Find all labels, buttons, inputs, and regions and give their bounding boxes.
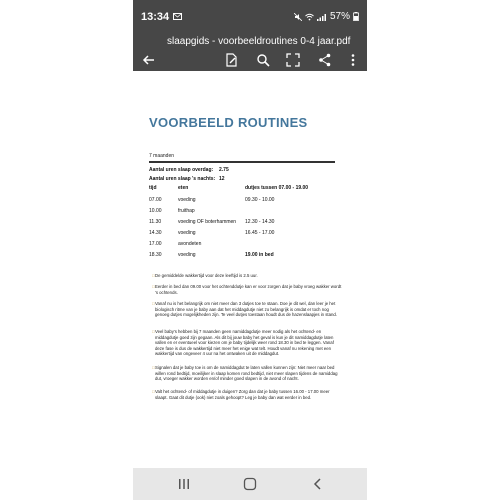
list-item: □ De gemiddelde wakkertijd voor deze leeftijd is 2.5 uur. bbox=[152, 273, 258, 278]
signal-icon bbox=[317, 13, 327, 21]
back-icon[interactable] bbox=[311, 477, 325, 491]
summary-day: Aantal uren slaap overdag: 2.75 bbox=[149, 167, 229, 173]
list-item: □ Eerder in bed dan 09.00 voor het ochtenddutje kan er voor zorgen dat je baby vroeg wakker wordt 's ochtends. bbox=[152, 284, 342, 295]
list-item: □ Signalen dat je baby toe is om de namiddagdut te laten vallen kunnen zijn: Niet meer naar bed willen rond bedtijd, moeilijker in slaap komen rond bedtijd, niet meer slapen tijdens de namiddag dut, vroeger wakker worden en/of minder goed slapen in de avond of nacht. bbox=[152, 365, 338, 381]
summary-night: Aantal uren slaap 's nachts: 12 bbox=[149, 176, 225, 182]
pdf-page[interactable]: VOORBEELD ROUTINES 7 maanden Aantal uren slaap overdag: 2.75 Aantal uren slaap 's nachts: 12 tijd eten dutjes tussen 07.00 - 19.00 07.00 voeding 09.30 - 10.00 10.00 fruithap 11.30 voeding OF boterhammen 12.30 - 14.30 14.30 voeding 16.45 - 17.00 17.00 avondeten 18.30 voeding 19.00 in bed □ De gemiddelde wakkertijd voor deze leeftijd is 2.5 uur. □ Eerder in bed dan 09.00 voor het ochtenddutje kan er voor zorgen dat je baby vroeg wakker wordt 's ochtends. □ Vanaf nu is het belangrijk om niet meer dan 3 dutjes toe te staan. Doe je dit wel, dan leer je het biologisch ritme van je baby aan dat het middagdutje niet zo belangrijk is omdat er toch nog genoeg dutjes mogelijkheden zijn. Te veel dutjes toestaan houdt dus de hazenslaapjes in stand. □ Veel baby's hebben bij 7 maanden geen namiddagdutje meer nodig als het ochtend- en middagdutje goed zijn gegaan. Als dit bij jouw baby het geval is kun je dit namiddagdutje laten vallen en er eventueel voor kiezen om je baby tijdelijk weer rond 18.30 in bed te leggen. Vanaf deze fase is dus de wakkertijd niet meer het enige wat telt. Houdt vanaf nu rekening met een wakkertijd van ongeveer 4 uur na het ontwaken uit de middagdut. □ Signalen dat je baby toe is om de namiddagdut te laten vallen kunnen zijn: Niet meer naar bed willen rond bedtijd, moeilijker in slaap komen rond bedtijd, niet meer slapen tijdens de namiddag dut, vroeger wakker worden en/of minder goed slapen in de avond of nacht. □ Valt het ochtend- of middagdutje in duigen? Zorg dan dat je baby tussen 16.00 - 17.00 meer slaapt. Gaat dit dutje (ook) niet zoals gehoopt? Leg je baby dan wat eerder in bed. bbox=[133, 71, 367, 468]
back-arrow-icon[interactable] bbox=[141, 52, 157, 68]
document-title: slaapgids - voorbeeldroutines 0-4 jaar.pdf bbox=[133, 33, 367, 50]
page-heading: VOORBEELD ROUTINES bbox=[149, 115, 308, 130]
home-icon[interactable] bbox=[243, 477, 257, 491]
left-margin bbox=[0, 0, 133, 500]
list-item: □ Valt het ochtend- of middagdutje in duigen? Zorg dan dat je baby tussen 16.00 - 17.00 meer slaapt. Gaat dit dutje (ook) niet zoals gehoopt? Leg je baby dan wat eerder in bed. bbox=[152, 389, 330, 400]
notification-icon bbox=[173, 13, 182, 20]
toolbar bbox=[133, 50, 367, 71]
list-item: □ Veel baby's hebben bij 7 maanden geen namiddagdutje meer nodig als het ochtend- en middagdutje goed zijn gegaan. Als dit bij jouw baby het geval is kun je dit namiddagdutje laten vallen en er eventueel voor kiezen om je baby tijdelijk weer rond 18.30 in bed te leggen. Vanaf deze fase is dus de wakkertijd niet meer het enige wat telt. Houdt vanaf nu rekening met een wakkertijd van ongeveer 4 uur na het ontwaken uit de middagdut. bbox=[152, 329, 334, 356]
share-icon[interactable] bbox=[317, 52, 333, 68]
edit-document-icon[interactable] bbox=[224, 52, 240, 68]
phone-screen bbox=[133, 0, 367, 500]
mute-icon bbox=[294, 13, 302, 21]
divider bbox=[149, 161, 335, 163]
recent-apps-icon[interactable] bbox=[177, 477, 191, 491]
navigation-bar bbox=[133, 468, 367, 500]
more-options-icon[interactable] bbox=[345, 52, 361, 68]
list-item: □ Vanaf nu is het belangrijk om niet meer dan 3 dutjes toe te staan. Doe je dit wel, dan leer je het biologisch ritme van je baby aan dat het middagdutje niet zo belangrijk is omdat er toch nog genoeg dutjes mogelijkheden zijn. Te veel dutjes toestaan houdt dus de hazenslaapjes in stand. bbox=[152, 301, 337, 317]
wifi-icon bbox=[305, 13, 314, 21]
search-icon[interactable] bbox=[255, 52, 271, 68]
status-bar bbox=[133, 0, 367, 33]
age-label: 7 maanden bbox=[149, 153, 175, 159]
fullscreen-icon[interactable] bbox=[285, 52, 301, 68]
status-time: 13:34 bbox=[141, 10, 170, 23]
battery-level: 57% bbox=[329, 11, 350, 22]
battery-icon bbox=[353, 12, 359, 21]
right-margin bbox=[367, 0, 500, 500]
